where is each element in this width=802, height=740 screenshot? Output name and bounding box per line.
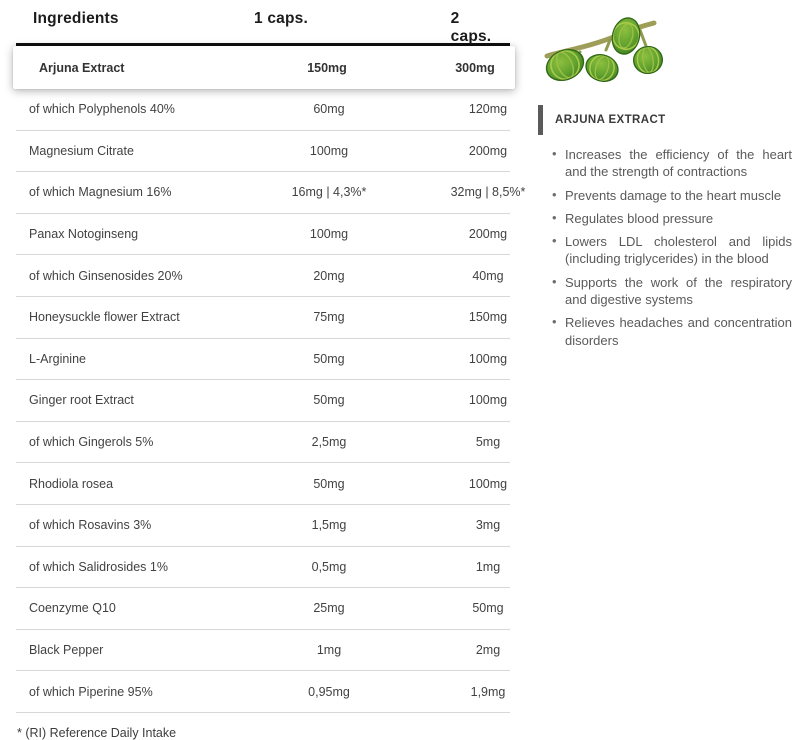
table-row	[16, 630, 510, 672]
ingredient-name: of which Piperine 95%	[29, 684, 153, 699]
amount-2caps: 200mg	[468, 227, 508, 242]
heading-accent-bar	[538, 105, 543, 135]
reference-intake-footnote: * (RI) Reference Daily Intake	[17, 725, 177, 740]
amount-1caps: 50mg	[313, 351, 345, 366]
ingredient-name: of which Salidrosides 1%	[29, 559, 168, 574]
arjuna-fruits-image	[540, 6, 668, 92]
amount-1caps: 50mg	[313, 393, 345, 408]
benefit-item: • Lowers LDL cholesterol and lipids (including triglycerides) in the blood	[565, 233, 792, 268]
table-body	[16, 89, 526, 713]
header-2caps: 2 caps.	[450, 10, 492, 45]
amount-2caps: 100mg	[468, 351, 508, 366]
amount-2caps: 100mg	[468, 393, 508, 408]
ingredient-name: Coenzyme Q10	[29, 601, 116, 616]
table-row	[16, 172, 526, 214]
table-row	[16, 422, 510, 464]
amount-2caps: 2mg	[475, 643, 501, 658]
amount-2caps: 300mg	[455, 60, 495, 75]
ingredient-name: Black Pepper	[29, 643, 104, 658]
ingredient-name: Honeysuckle flower Extract	[29, 310, 180, 325]
benefit-item: • Regulates blood pressure	[565, 210, 792, 227]
ingredient-name: Arjuna Extract	[39, 60, 125, 75]
table-row	[16, 339, 510, 381]
amount-1caps: 100mg	[309, 143, 349, 158]
table-row	[16, 297, 510, 339]
highlight-row-arjuna	[13, 46, 515, 89]
table-row	[16, 131, 510, 173]
amount-2caps: 40mg	[472, 268, 504, 283]
amount-2caps: 32mg | 8,5%*	[450, 185, 526, 200]
ingredient-name: Rhodiola rosea	[29, 476, 114, 491]
amount-2caps: 100mg	[468, 476, 508, 491]
arjuna-info-sidebar	[538, 0, 792, 355]
amount-2caps: 150mg	[468, 310, 508, 325]
table-header	[16, 0, 510, 46]
header-1caps: 1 caps.	[254, 10, 308, 27]
amount-2caps: 50mg	[472, 601, 504, 616]
amount-2caps: 5mg	[475, 435, 501, 450]
ingredient-name: Panax Notoginseng	[29, 227, 139, 242]
ingredient-name: of which Polyphenols 40%	[29, 102, 175, 117]
amount-1caps: 25mg	[313, 601, 345, 616]
amount-1caps: 2,5mg	[311, 435, 347, 450]
amount-1caps: 150mg	[307, 60, 347, 75]
sidebar-heading: ARJUNA EXTRACT	[555, 114, 666, 126]
table-row	[16, 505, 510, 547]
table-row	[16, 588, 510, 630]
table-row	[16, 380, 510, 422]
ingredients-table	[16, 0, 526, 740]
amount-1caps: 75mg	[313, 310, 345, 325]
amount-1caps: 50mg	[313, 476, 345, 491]
amount-2caps: 200mg	[468, 143, 508, 158]
table-row	[16, 89, 510, 131]
ingredient-name: of which Gingerols 5%	[29, 435, 154, 450]
ingredient-name: Ginger root Extract	[29, 393, 134, 408]
ingredient-name: of which Rosavins 3%	[29, 518, 152, 533]
amount-2caps: 120mg	[468, 102, 508, 117]
sidebar-heading-row	[538, 105, 792, 135]
table-row	[16, 214, 510, 256]
amount-1caps: 100mg	[309, 227, 349, 242]
amount-1caps: 1mg	[316, 643, 342, 658]
amount-2caps: 3mg	[475, 518, 501, 533]
amount-1caps: 1,5mg	[311, 518, 347, 533]
amount-1caps: 16mg | 4,3%*	[291, 185, 367, 200]
table-row	[16, 671, 510, 713]
amount-1caps: 20mg	[313, 268, 345, 283]
amount-1caps: 60mg	[313, 102, 345, 117]
header-ingredients: Ingredients	[33, 10, 119, 27]
ingredient-name: of which Magnesium 16%	[29, 185, 172, 200]
benefit-item: • Supports the work of the respiratory and digestive systems	[565, 274, 792, 309]
benefits-list	[538, 146, 792, 349]
ingredient-name: Magnesium Citrate	[29, 143, 134, 158]
benefit-item: • Relieves headaches and concentration disorders	[565, 314, 792, 349]
amount-2caps: 1,9mg	[470, 684, 506, 699]
benefit-item: • Increases the efficiency of the heart and the strength of contractions	[565, 146, 792, 181]
table-row	[16, 547, 510, 589]
amount-2caps: 1mg	[475, 559, 501, 574]
amount-1caps: 0,95mg	[308, 684, 350, 699]
benefit-item: • Prevents damage to the heart muscle	[565, 187, 792, 204]
amount-1caps: 0,5mg	[311, 559, 347, 574]
table-row	[16, 463, 510, 505]
table-row	[16, 255, 510, 297]
ingredient-name: L-Arginine	[29, 351, 86, 366]
ingredient-name: of which Ginsenosides 20%	[29, 268, 183, 283]
